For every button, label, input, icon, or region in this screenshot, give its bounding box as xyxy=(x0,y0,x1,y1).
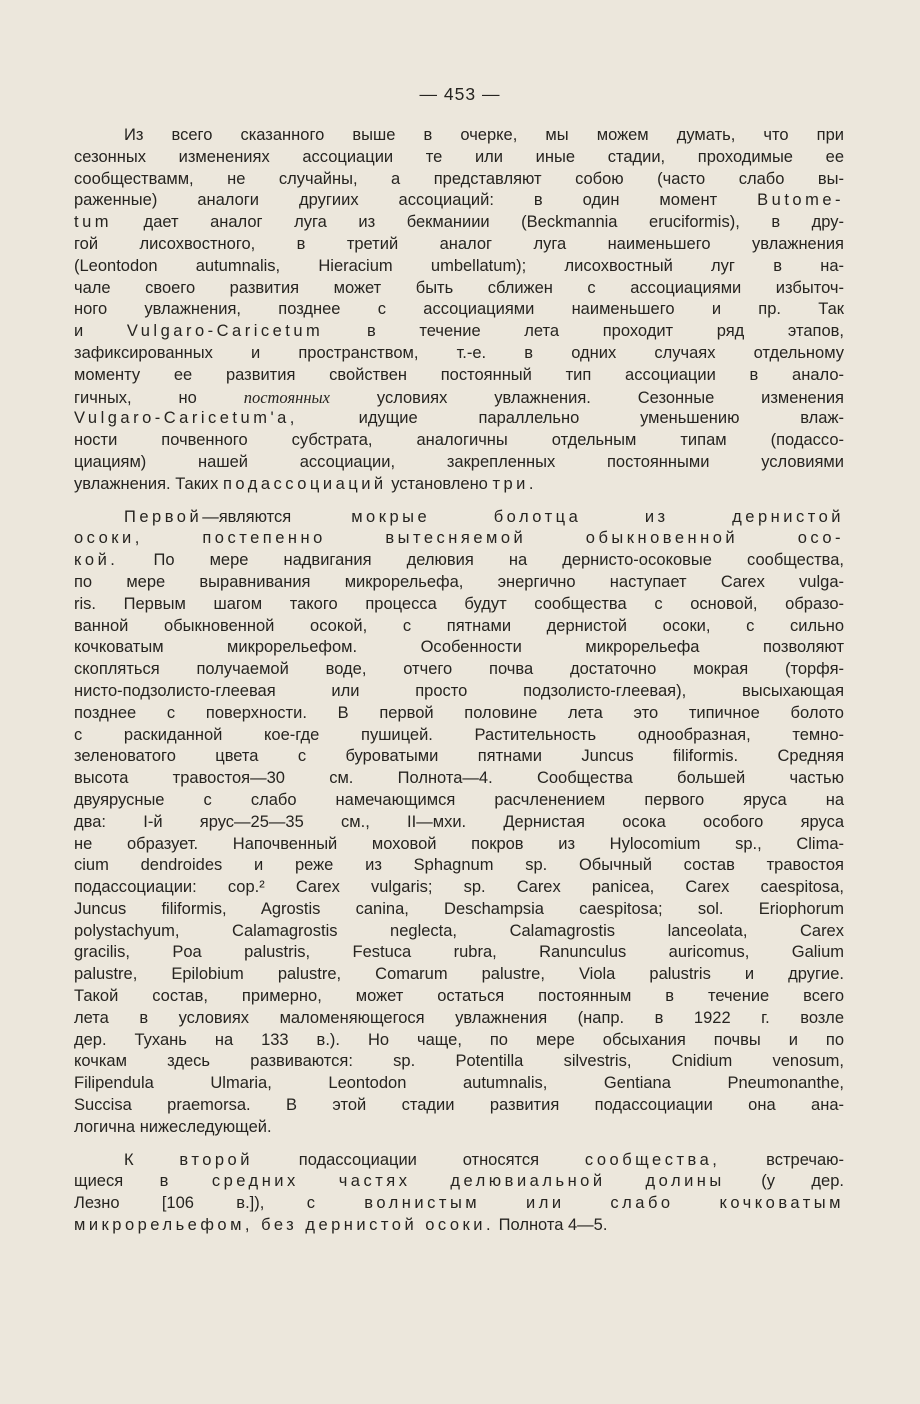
text-segment: Juncus filiformis, Agrostis canina, Deschampsia caespitosa; sol. Eriophorum xyxy=(74,899,844,918)
text-segment: ванной обыкновенной осокой, с пятнами дернистой осоки, с сильно xyxy=(74,616,844,635)
text-segment: логична нижеследующей. xyxy=(74,1117,272,1136)
spaced-text: в средних частях делювиальной долины xyxy=(159,1172,725,1191)
text-line xyxy=(74,343,844,365)
spaced-text: второй xyxy=(179,1150,253,1169)
text-segment: идущие параллельно уменьшению влаж- xyxy=(297,409,844,428)
text-line xyxy=(74,681,844,703)
text-line xyxy=(74,899,844,921)
text-line xyxy=(74,746,844,768)
text-line xyxy=(74,1073,844,1095)
text-segment: два: I-й ярус—25—35 см., II—мхи. Дернистая осока особого яруса xyxy=(74,812,844,831)
text-segment: polystachyum, Calamagrostis neglecta, Calamagrostis lanceolata, Carex xyxy=(74,921,844,940)
text-line xyxy=(74,1051,844,1073)
text-line xyxy=(74,474,844,496)
text-segment: Такой состав, примерно, может остаться постоянным в течение всего xyxy=(74,987,844,1006)
spaced-text: осоки, постепенно вытесняемой обыкновенной осо- xyxy=(74,529,844,548)
body-text xyxy=(74,125,844,1237)
italic-text: постоянных xyxy=(243,387,330,407)
text-segment: циациям) нашей ассоциации, закрепленных постоянными условиями xyxy=(74,452,844,471)
text-line xyxy=(74,387,844,409)
text-segment: Полнота 4—5. xyxy=(494,1216,608,1235)
spaced-text: сообщества, xyxy=(584,1150,721,1169)
text-segment: зафиксированных и пространством, т.-е. в одних случаях отдельному xyxy=(74,343,844,362)
spaced-text: кой. xyxy=(74,551,119,570)
paragraph xyxy=(74,507,844,1139)
text-segment: чале своего развития может быть сближен с ассоциациями избыточ- xyxy=(74,278,844,297)
text-line xyxy=(74,942,844,964)
text-line xyxy=(74,703,844,725)
text-segment: скопляться получаемой воде, отчего почва достаточно мокрая (торфя- xyxy=(74,660,844,679)
text-segment: Filipendula Ulmaria, Leontodon autumnalis, Gentiana Pneumonanthe, xyxy=(74,1074,844,1093)
text-line xyxy=(74,528,844,550)
text-line xyxy=(74,790,844,812)
text-segment: не образует. Напочвенный моховой покров из Hylocomium sp., Clima- xyxy=(74,834,844,853)
spaced-text: Первой xyxy=(124,507,203,526)
text-line xyxy=(74,321,844,343)
text-line xyxy=(74,572,844,594)
text-segment: —являются xyxy=(202,507,352,526)
text-segment: с раскиданной кое-где пушицей. Растительность однообразная, темно- xyxy=(74,725,844,744)
paragraph-gap xyxy=(74,1139,844,1150)
text-segment: нисто-подзолисто-глеевая или просто подзолисто-глеевая), высыхающая xyxy=(74,681,844,700)
page-number: — 453 — xyxy=(419,84,501,104)
spaced-text: Butome- xyxy=(757,191,844,210)
text-line xyxy=(74,169,844,191)
text-segment: К xyxy=(124,1150,180,1169)
text-line xyxy=(74,1008,844,1030)
paragraph xyxy=(74,1150,844,1237)
text-line xyxy=(74,986,844,1008)
text-line xyxy=(74,921,844,943)
text-segment: Из всего сказанного выше в очерке, мы можем думать, что при xyxy=(124,126,844,144)
text-line xyxy=(74,430,844,452)
text-line xyxy=(74,408,844,430)
text-segment: двуярусные с слабо намечающимся расчленением первого яруса на xyxy=(74,790,844,809)
text-segment: лета в условиях маломеняющегося увлажнения (напр. в 1922 г. возле xyxy=(74,1008,844,1027)
text-segment: Succisa praemorsa. В этой стадии развития подассоциации она ана- xyxy=(74,1096,844,1115)
text-line xyxy=(74,190,844,212)
text-line xyxy=(74,834,844,856)
text-line xyxy=(74,147,844,169)
paragraph xyxy=(74,125,844,496)
text-segment: кочкам здесь развиваются: sp. Potentilla silvestris, Cnidium venosum, xyxy=(74,1052,844,1071)
text-segment: гичных, но xyxy=(74,388,244,407)
text-segment: ности почвенного субстрата, аналогичны отдельным типам (подассо- xyxy=(74,431,844,450)
text-segment: раженные) аналоги другиих ассоциаций: в один момент xyxy=(74,191,758,210)
text-segment: сообществамм, не случайны, а представляют собою (часто слабо вы- xyxy=(74,169,844,188)
text-line xyxy=(74,452,844,474)
text-segment: и xyxy=(74,322,127,341)
text-segment: условиях увлажнения. Сезонные изменения xyxy=(330,388,844,407)
text-line xyxy=(74,256,844,278)
text-line xyxy=(74,855,844,877)
text-segment: дер. Тухань на 133 в.). Но чаще, по мере обсыхания почвы и по xyxy=(74,1030,844,1049)
text-line xyxy=(74,365,844,387)
text-segment: palustre, Epilobium palustre, Comarum palustre, Viola palustris и другие. xyxy=(74,965,844,984)
text-line xyxy=(74,125,844,147)
text-line xyxy=(74,212,844,234)
text-segment: подассоциации относятся xyxy=(252,1150,585,1169)
text-line xyxy=(74,616,844,638)
spaced-text: мокрые болотца из дернистой xyxy=(351,507,844,526)
text-segment: cium dendroides и реже из Sphagnum sp. Обычный состав травостоя xyxy=(74,856,844,875)
spaced-text: подассоциаций xyxy=(222,474,387,493)
text-line xyxy=(74,550,844,572)
text-line xyxy=(74,594,844,616)
text-segment: подассоциации: сор.² Carex vulgaris; sp. Carex panicea, Carex caespitosa, xyxy=(74,878,844,897)
text-line xyxy=(74,768,844,790)
text-line xyxy=(74,964,844,986)
text-line xyxy=(74,1215,844,1237)
text-line xyxy=(74,725,844,747)
text-segment: зеленоватого цвета с буроватыми пятнами Juncus filiformis. Средняя xyxy=(74,747,844,766)
text-line xyxy=(74,299,844,321)
paragraph-gap xyxy=(74,496,844,507)
text-segment: По мере надвигания делювия на дернисто-осоковые сообщества, xyxy=(118,551,844,570)
spaced-text: три. xyxy=(492,474,537,493)
spaced-text: с волнистым или слабо кочковатым xyxy=(306,1194,844,1213)
text-line xyxy=(74,1171,844,1193)
text-segment: (у дер. xyxy=(724,1172,844,1191)
text-line xyxy=(74,659,844,681)
text-line xyxy=(74,877,844,899)
text-segment: щиеся xyxy=(74,1172,160,1191)
spaced-text: Vulgaro-Caricetum'a, xyxy=(74,409,298,428)
text-segment: ного увлажнения, позднее с ассоциациями наименьшего и пр. Так xyxy=(74,300,844,319)
text-line xyxy=(74,1150,844,1172)
text-segment: позднее с поверхности. В первой половине лета это типичное болото xyxy=(74,703,844,722)
text-segment: gracilis, Poa palustris, Festuca rubra, Ranunculus auricomus, Galium xyxy=(74,943,844,962)
text-line xyxy=(74,1193,844,1215)
text-line xyxy=(74,234,844,256)
text-line xyxy=(74,507,844,529)
text-segment: сезонных изменениях ассоциации те или иные стадии, проходимые ее xyxy=(74,147,844,166)
text-segment: гой лисохвостного, в третий аналог луга наименьшего увлажнения xyxy=(74,234,844,253)
text-line xyxy=(74,812,844,834)
text-segment: в течение лета проходит ряд этапов, xyxy=(323,322,844,341)
text-segment: (Leontodon autumnalis, Hieracium umbellatum); лисохвостный луг в на- xyxy=(74,256,844,275)
text-line xyxy=(74,1095,844,1117)
text-segment: высота травостоя—30 см. Полнота—4. Сообщества большей частью xyxy=(74,769,844,788)
text-segment: установлено xyxy=(386,474,493,493)
text-segment: встречаю- xyxy=(720,1150,845,1169)
text-line xyxy=(74,637,844,659)
text-segment: моменту ее развития свойствен постоянный тип ассоциации в анало- xyxy=(74,365,844,384)
spaced-text: микрорельефом, без дернистой осоки. xyxy=(74,1216,495,1235)
text-segment: по мере выравнивания микрорельефа, энергично наступает Carex vulga- xyxy=(74,572,844,591)
text-line xyxy=(74,1117,844,1139)
spaced-text: tum xyxy=(74,213,113,232)
spaced-text: Vulgaro-Caricetum xyxy=(126,322,324,341)
text-segment: увлажнения. Таких xyxy=(74,474,223,493)
text-segment: Лезно [106 в.]), xyxy=(74,1194,307,1213)
text-line xyxy=(74,1030,844,1052)
text-line xyxy=(74,278,844,300)
text-segment: кочковатым микрорельефом. Особенности микрорельефа позволяют xyxy=(74,638,844,657)
text-segment: дает аналог луга из бекманиии (Beckmannia eruciformis), в дру- xyxy=(112,213,844,232)
text-segment: ris. Первым шагом такого процесса будут сообщества с основой, образо- xyxy=(74,594,844,613)
